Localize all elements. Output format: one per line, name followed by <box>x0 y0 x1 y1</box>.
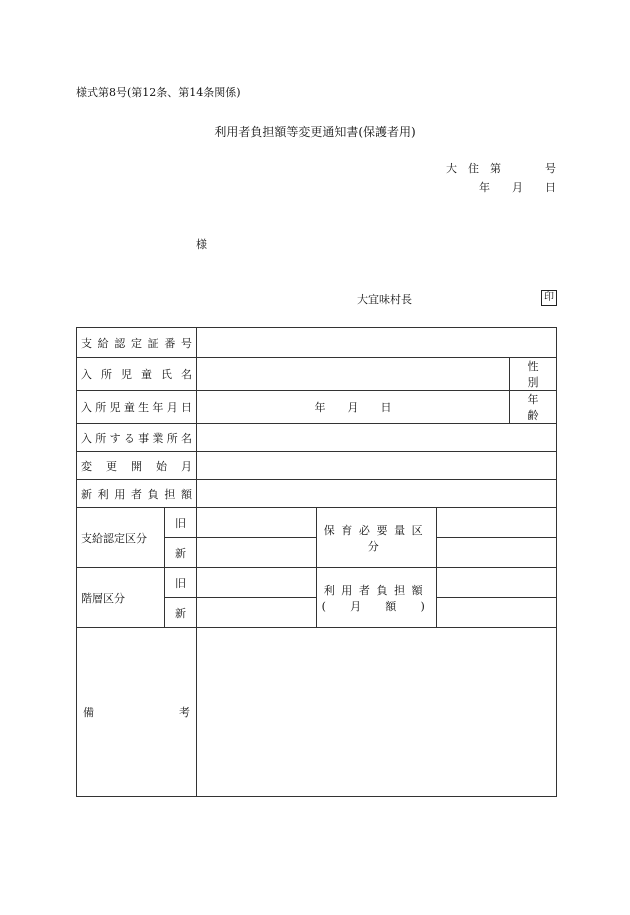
row-new-fee <box>77 480 557 508</box>
child-name-label: 入所児童氏名 <box>77 358 197 391</box>
issuer-name: 大宜味村長 <box>357 293 412 306</box>
dob-label: 入所児童生年月日 <box>77 391 197 424</box>
row-date-of-birth <box>77 391 557 424</box>
tier-new-value <box>197 598 317 628</box>
remarks-label-char1: 備 <box>83 706 94 719</box>
remarks-label <box>77 628 197 797</box>
change-start-value <box>197 452 557 480</box>
cert-class-label: 支給認定区分 <box>77 508 165 568</box>
cert-class-old-value <box>197 508 317 538</box>
cert-class-old-label: 旧 <box>165 508 197 538</box>
care-need-old-value <box>437 508 557 538</box>
cert-class-new-value <box>197 538 317 568</box>
cert-class-new-label: 新 <box>165 538 197 568</box>
form-number: 様式第8号(第12条、第14条関係) <box>76 86 241 99</box>
facility-value <box>197 424 557 452</box>
notice-form-table <box>76 327 561 797</box>
document-date: 年 月 日 <box>479 181 556 194</box>
row-facility <box>77 424 557 452</box>
sex-label: 性 別 <box>510 358 557 391</box>
monthly-fee-old-value <box>437 568 557 598</box>
row-change-start <box>77 452 557 480</box>
care-need-label: 保育必要量区分 <box>317 508 437 568</box>
seal-mark: 印 <box>541 290 557 306</box>
monthly-fee-label-line1: 利用者負担額 <box>323 583 430 597</box>
row-child-name <box>77 358 557 391</box>
tier-new-label: 新 <box>165 598 197 628</box>
document-title: 利用者負担額等変更通知書(保護者用) <box>214 125 416 139</box>
facility-label: 入所する事業所名 <box>77 424 197 452</box>
row-remarks <box>77 628 557 797</box>
row-tier-old <box>77 568 557 598</box>
tier-label: 階層区分 <box>77 568 165 628</box>
monthly-fee-label <box>317 568 437 628</box>
change-start-label: 変更開始月 <box>77 452 197 480</box>
cert-number-value <box>197 328 557 358</box>
tier-old-value <box>197 568 317 598</box>
new-fee-label: 新利用者負担額 <box>77 480 197 508</box>
cert-number-label: 支給認定証番号 <box>77 328 197 358</box>
dob-value: 年 月 日 <box>197 391 510 424</box>
remarks-label-char2: 考 <box>179 706 190 719</box>
care-need-new-value <box>437 538 557 568</box>
addressee-suffix: 様 <box>196 238 207 251</box>
child-name-value <box>197 358 510 391</box>
monthly-fee-label-line2: ( 月 額 ) <box>321 599 432 613</box>
remarks-value <box>197 628 557 797</box>
monthly-fee-new-value <box>437 598 557 628</box>
row-cert-number <box>77 328 557 358</box>
new-fee-value <box>197 480 557 508</box>
row-cert-class-old <box>77 508 557 538</box>
tier-old-label: 旧 <box>165 568 197 598</box>
document-number: 大 住 第 号 <box>446 162 556 175</box>
age-label: 年 齢 <box>510 391 557 424</box>
